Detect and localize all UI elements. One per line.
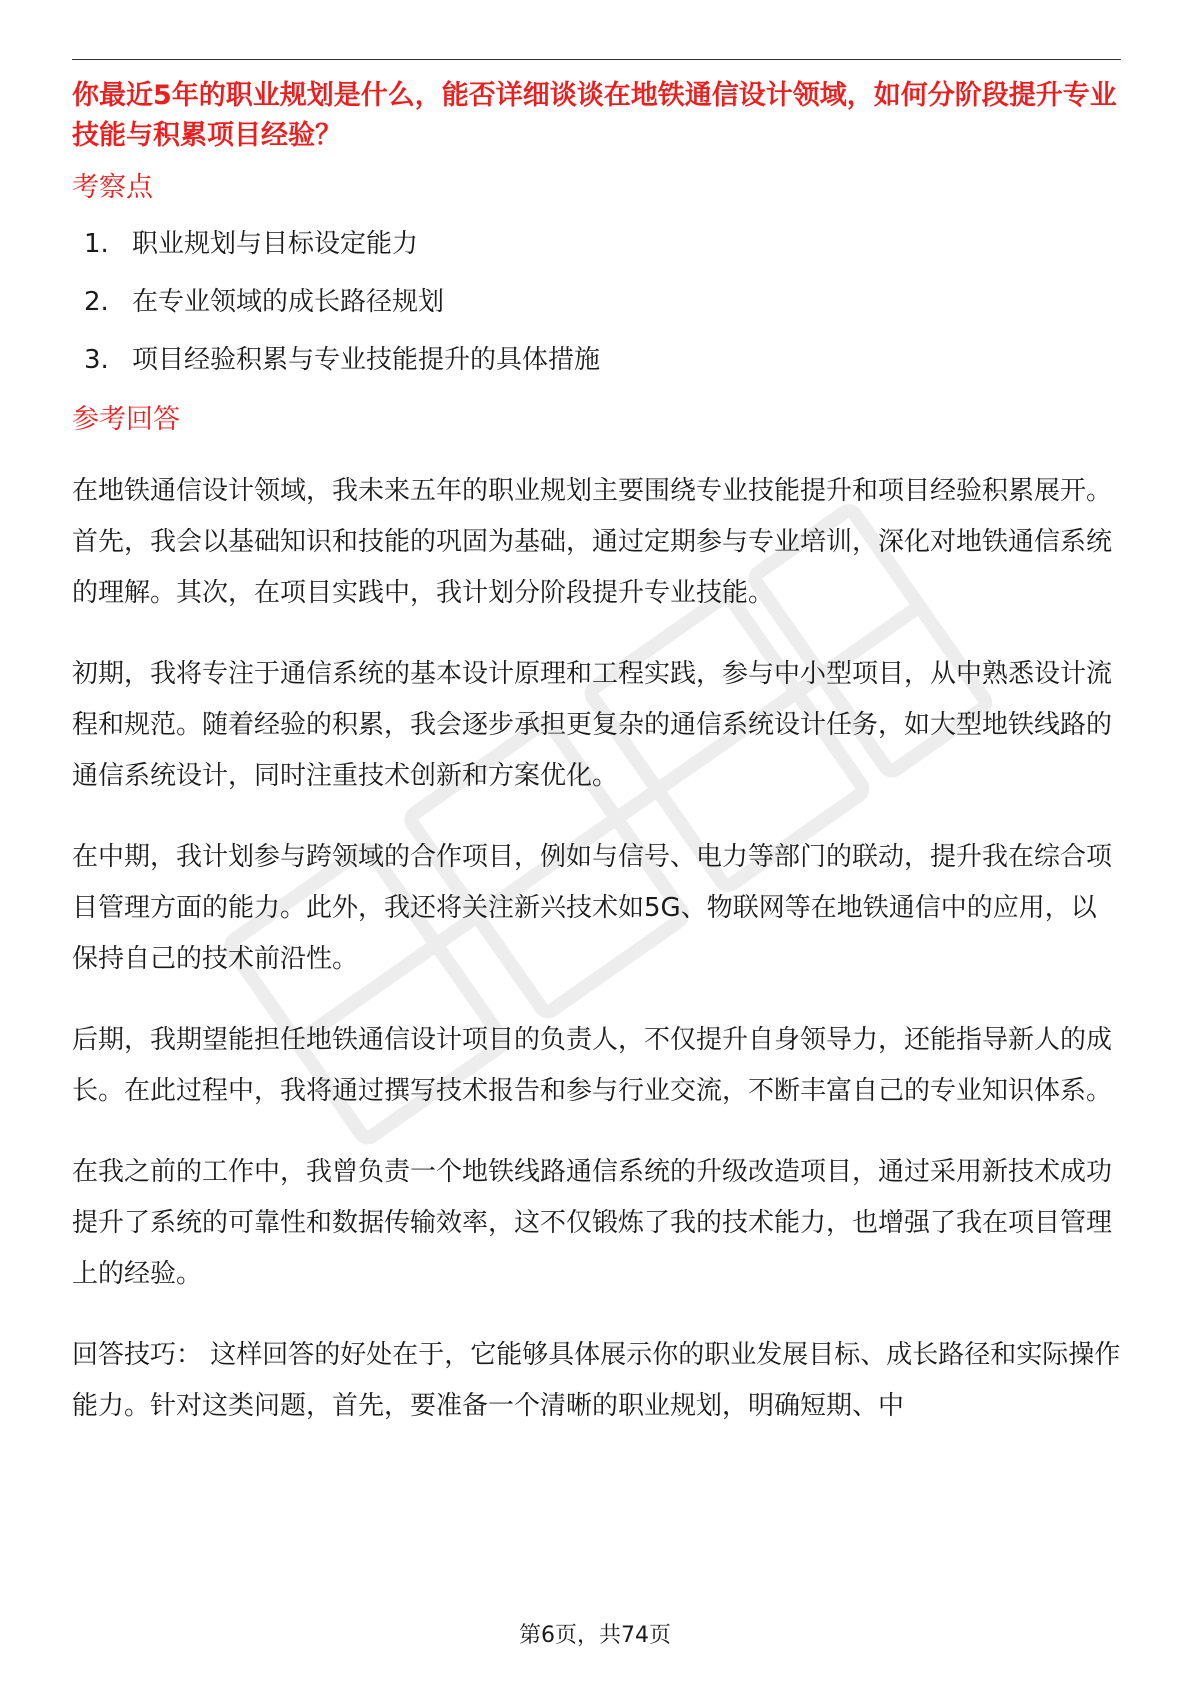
- list-item-text: 项目经验积累与专业技能提升的具体措施: [132, 345, 601, 375]
- answer-paragraph: 在地铁通信设计领域，我未来五年的职业规划主要围绕专业技能提升和项目经验积累展开。首先，我会以基础知识和技能的巩固为基础，通过定期参与专业培训，深化对地铁通信系统的理解。其次，在项目实践中，我计划分阶段提升专业技能。: [72, 476, 1113, 608]
- points-section-title: 考察点: [72, 172, 153, 203]
- list-item-text: 职业规划与目标设定能力: [132, 229, 419, 259]
- document-body: [72, 76, 1122, 1432]
- top-divider: [72, 59, 1121, 60]
- question-heading: 你最近5年的职业规划是什么，能否详细谈谈在地铁通信设计领域，如何分阶段提升专业技能与积累项目经验？: [72, 80, 1117, 151]
- answer-paragraph: 初期，我将专注于通信系统的基本设计原理和工程实践，参与中小型项目，从中熟悉设计流程和规范。随着经验的积累，我会逐步承担更复杂的通信系统设计任务，如大型地铁线路的通信系统设计，同时注重技术创新和方案优化。: [72, 659, 1113, 791]
- list-item: [72, 340, 1122, 380]
- list-item: [72, 224, 1122, 264]
- answer-paragraph: 后期，我期望能担任地铁通信设计项目的负责人，不仅提升自身领导力，还能指导新人的成长。在此过程中，我将通过撰写技术报告和参与行业交流，不断丰富自己的专业知识体系。: [72, 1025, 1113, 1106]
- answer-paragraph: 在我之前的工作中，我曾负责一个地铁线路通信系统的升级改造项目，通过采用新技术成功提升了系统的可靠性和数据传输效率，这不仅锻炼了我的技术能力，也增强了我在项目管理上的经验。: [72, 1157, 1113, 1289]
- list-item-number: 1.: [84, 229, 109, 259]
- tips-paragraph: 回答技巧： 这样回答的好处在于，它能够具体展示你的职业发展目标、成长路径和实际操作能力。针对这类问题，首先，要准备一个清晰的职业规划，明确短期、中: [72, 1340, 1121, 1421]
- answer-paragraph: 在中期，我计划参与跨领域的合作项目，例如与信号、电力等部门的联动，提升我在综合项目管理方面的能力。此外，我还将关注新兴技术如5G、物联网等在地铁通信中的应用，以保持自己的技术前沿性。: [72, 842, 1113, 974]
- answer-section-title: 参考回答: [72, 404, 180, 435]
- list-item-number: 2.: [84, 287, 109, 317]
- page-number-footer: 第6页，共74页: [519, 1623, 671, 1648]
- answer-body: [72, 466, 1122, 1432]
- list-item-text: 在专业领域的成长路径规划: [132, 287, 445, 317]
- list-item: [72, 282, 1122, 322]
- list-item-number: 3.: [84, 345, 109, 375]
- points-list: [72, 224, 1122, 380]
